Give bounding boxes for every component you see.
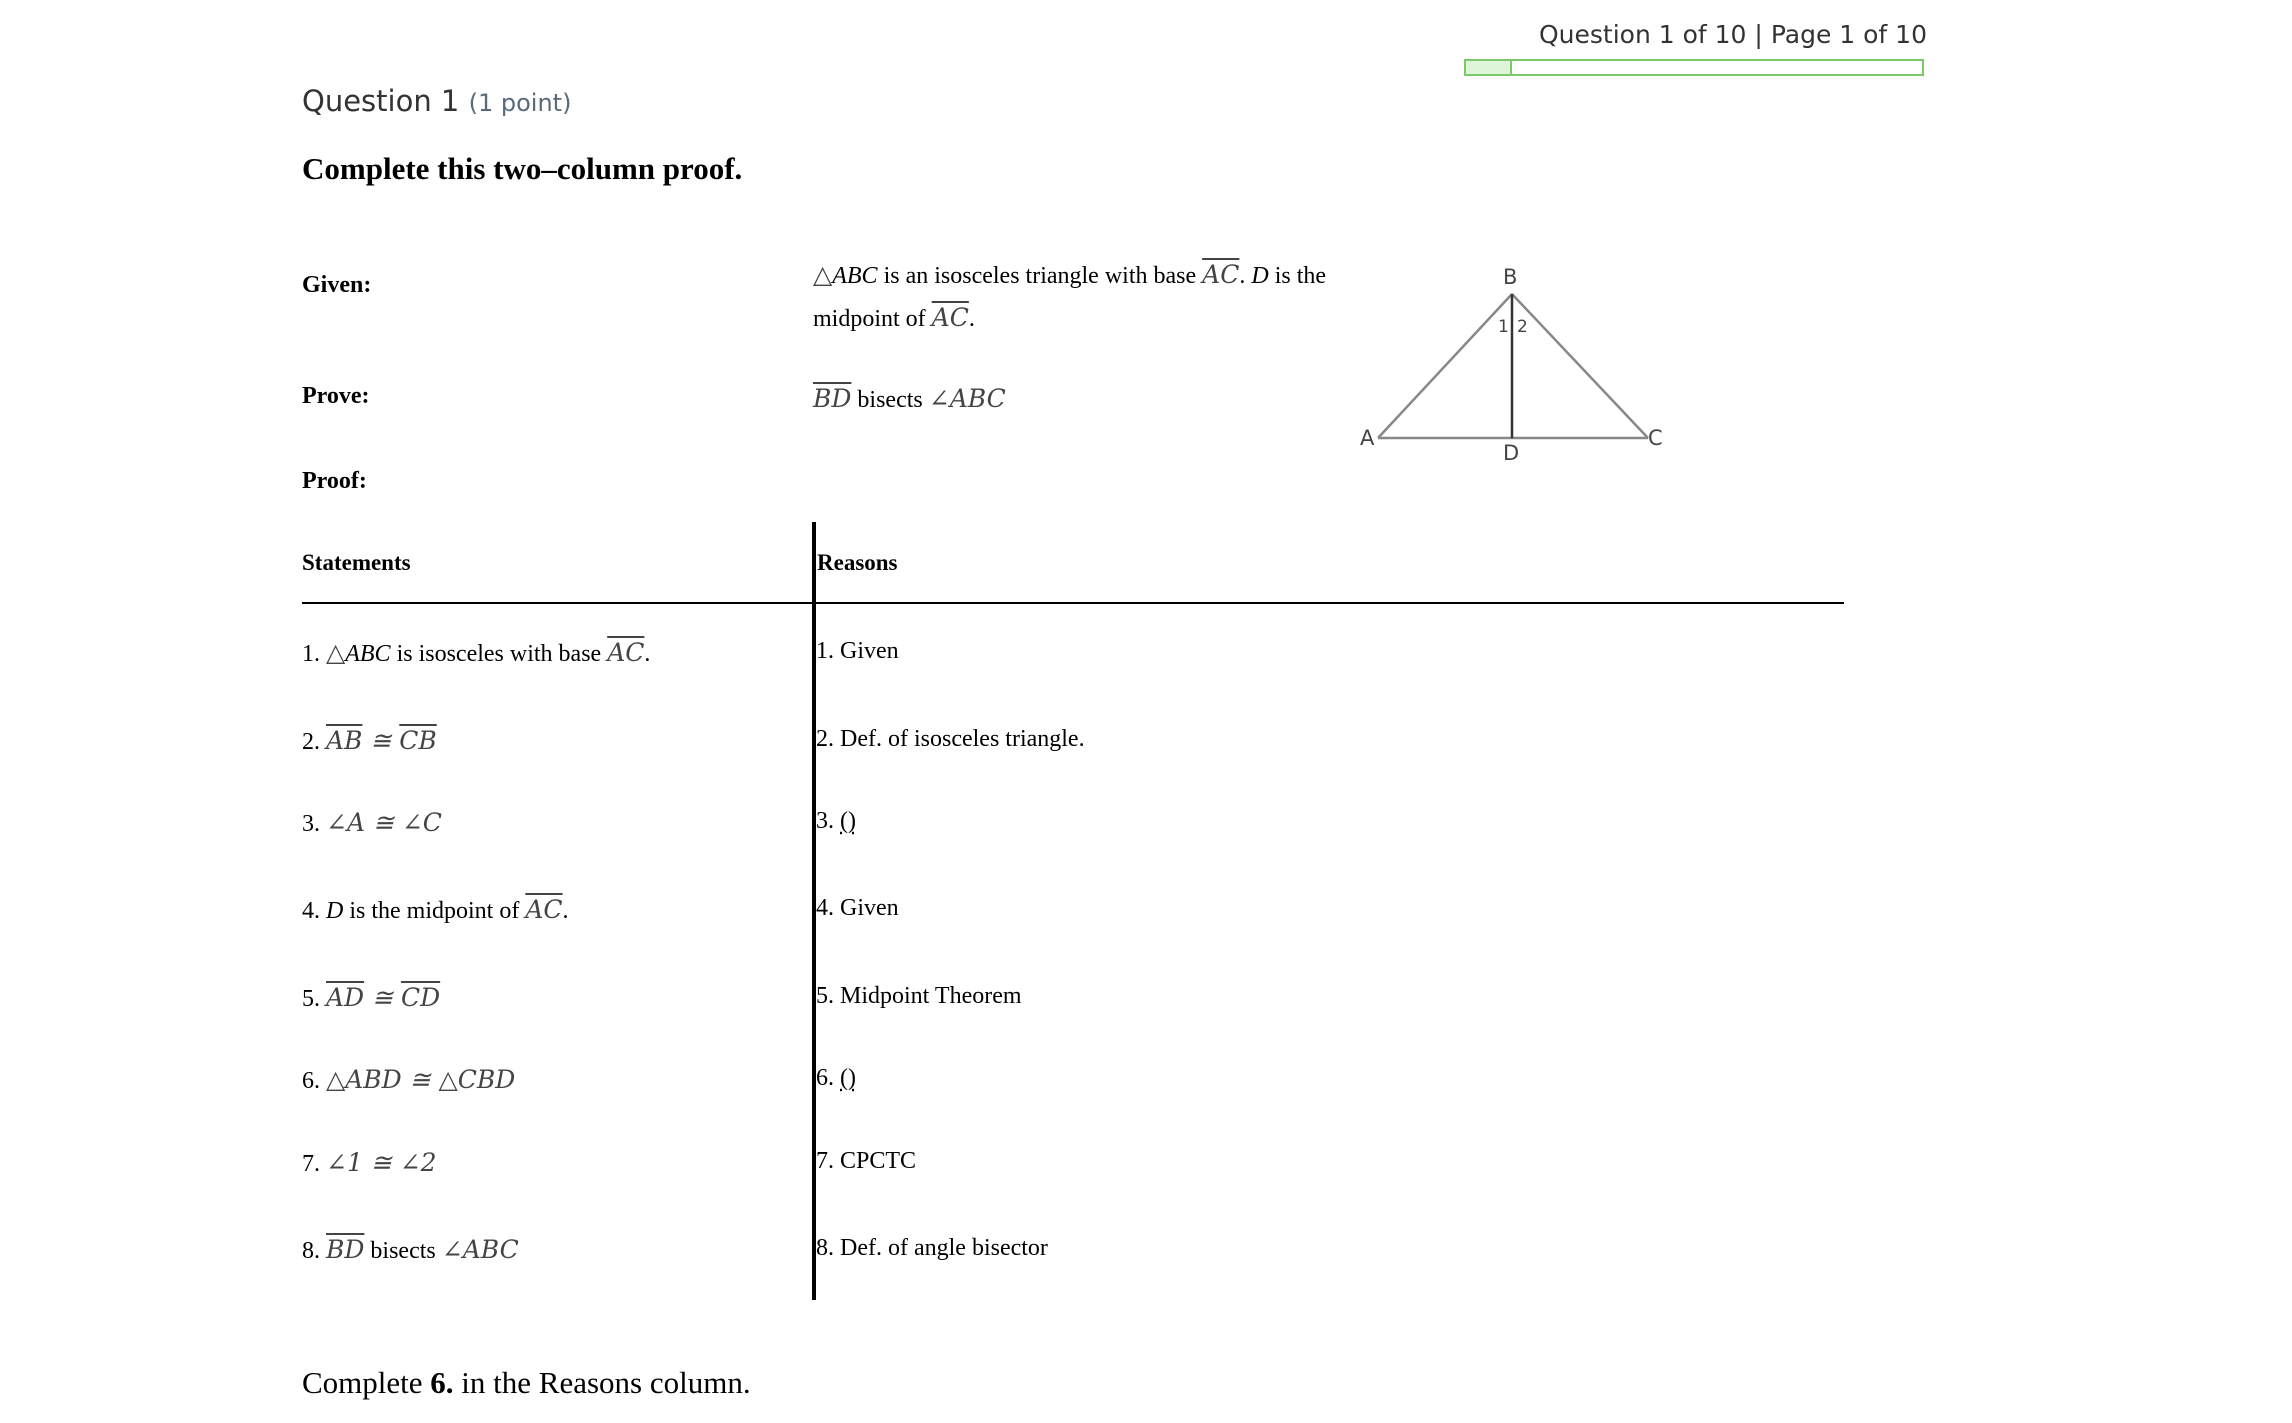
reason-3: [816, 808, 856, 835]
angle-c: ∠C: [401, 808, 442, 837]
progress-bar-fill: [1466, 61, 1512, 74]
angle-1-label: 1: [1498, 317, 1509, 337]
triangle-cbd: △CBD: [438, 1065, 516, 1094]
given-statement: [813, 254, 1373, 340]
angle-1: ∠1: [326, 1148, 363, 1177]
reason-4: 4. Given: [816, 895, 899, 921]
statement-5: [302, 983, 440, 1013]
statement-abc: ABC: [345, 641, 391, 667]
statements-header: Statements: [302, 550, 411, 575]
statement-dot: .: [644, 641, 651, 667]
segment-bd: $\overline{BD}$: [326, 1235, 365, 1264]
reason-7: 7. CPCTC: [816, 1148, 917, 1174]
congruent-symbol: ≅: [364, 983, 401, 1012]
question-points: (1 point): [468, 89, 572, 117]
prove-segment-bd: $\overline{BD}$: [813, 384, 852, 413]
angle-a: ∠A: [326, 808, 366, 837]
vertex-b-label: B: [1503, 265, 1518, 289]
statement-d: D: [326, 898, 344, 924]
reason-5: 5. Midpoint Theorem: [816, 983, 1022, 1009]
reasons-header: Reasons: [817, 550, 898, 575]
vertex-a-label: A: [1360, 426, 1375, 450]
given-text-2: is the midpoint of: [813, 263, 1327, 332]
congruent-symbol: ≅: [401, 1065, 439, 1094]
prompt-number: 6.: [430, 1365, 454, 1400]
segment-ac: $\overline{AC}$: [607, 638, 645, 667]
statement-dot: .: [562, 898, 569, 924]
segment-ab: $\overline{AB}$: [326, 726, 363, 755]
statement-number: 8.: [302, 1238, 326, 1264]
reason-8: 8. Def. of angle bisector: [816, 1235, 1048, 1261]
segment-ac: $\overline{AC}$: [525, 895, 563, 924]
given-text-1: is an isosceles triangle with base: [877, 263, 1203, 289]
given-segment-ac-2: $\overline{AC}$: [931, 303, 969, 332]
reason-6: [816, 1065, 856, 1092]
vertex-c-label: C: [1648, 426, 1663, 450]
vertex-d-label: D: [1503, 441, 1520, 465]
angle-2-label: 2: [1517, 317, 1528, 337]
progress-label: [1539, 20, 1927, 49]
statement-number: 4.: [302, 898, 326, 924]
statement-7: [302, 1148, 437, 1178]
question-counter: Question 1 of 10: [1538, 20, 1747, 49]
statement-6: [302, 1065, 515, 1095]
congruent-symbol: ≅: [362, 1148, 400, 1177]
header-rule: [302, 602, 1844, 604]
prove-angle-abc: ∠ABC: [928, 384, 1006, 413]
statement-number: 5.: [302, 986, 326, 1012]
segment-cd: $\overline{CD}$: [400, 983, 441, 1012]
angle-abc: ∠ABC: [441, 1235, 519, 1264]
statement-text: is isosceles with base: [390, 641, 608, 667]
question-header: [302, 84, 571, 118]
prompt-post: in the Reasons column.: [453, 1365, 751, 1400]
prove-bisects: bisects: [851, 387, 929, 413]
statement-2: [302, 726, 437, 756]
prompt-text: [302, 1365, 751, 1401]
congruent-symbol: ≅: [365, 808, 402, 837]
segment-cb: $\overline{CB}$: [399, 726, 437, 755]
congruent-symbol: ≅: [362, 726, 400, 755]
reason-6-blank[interactable]: (): [840, 1065, 856, 1091]
proof-label: Proof:: [302, 468, 367, 494]
triangle-figure: [1360, 262, 1663, 472]
page-counter: Page 1 of 10: [1770, 20, 1927, 49]
proof-table: [302, 520, 1844, 1300]
prove-statement: [813, 384, 1006, 414]
triangle-symbol: △: [326, 638, 346, 667]
statement-number: 1.: [302, 641, 326, 667]
statement-8: [302, 1235, 519, 1265]
statement-1: [302, 638, 650, 668]
given-label: Given:: [302, 272, 372, 298]
reason-3-blank[interactable]: (): [840, 808, 856, 834]
reason-1: 1. Given: [816, 638, 899, 664]
given-dot-1: .: [1239, 263, 1246, 289]
progress-bar: [1464, 59, 1924, 76]
statement-number: 3.: [302, 811, 326, 837]
reason-number: 3.: [816, 808, 840, 834]
statement-number: 6.: [302, 1068, 326, 1094]
given-segment-ac: $\overline{AC}$: [1202, 260, 1240, 289]
statement-number: 7.: [302, 1151, 326, 1177]
triangle-abd: △ABD: [326, 1065, 402, 1094]
given-abc: ABC: [832, 263, 878, 289]
statement-text: is the midpoint of: [343, 898, 526, 924]
segment-ad: $\overline{AD}$: [326, 983, 365, 1012]
given-d: D: [1251, 263, 1269, 289]
reason-number: 6.: [816, 1065, 840, 1091]
side-bc: [1512, 294, 1648, 438]
statement-3: [302, 808, 442, 838]
question-instruction: Complete this two–column proof.: [302, 151, 743, 186]
triangle-symbol: △: [813, 260, 833, 289]
question-title: Question 1: [302, 84, 460, 118]
side-ab: [1378, 294, 1512, 438]
statement-4: [302, 895, 569, 925]
progress-separator: |: [1754, 20, 1763, 49]
statement-number: 2.: [302, 729, 326, 755]
given-dot-2: .: [968, 306, 975, 332]
angle-2: ∠2: [399, 1148, 437, 1177]
statement-text: bisects: [364, 1238, 442, 1264]
prove-label: Prove:: [302, 383, 370, 409]
reason-2: 2. Def. of isosceles triangle.: [816, 726, 1085, 752]
prompt-pre: Complete: [302, 1365, 431, 1400]
